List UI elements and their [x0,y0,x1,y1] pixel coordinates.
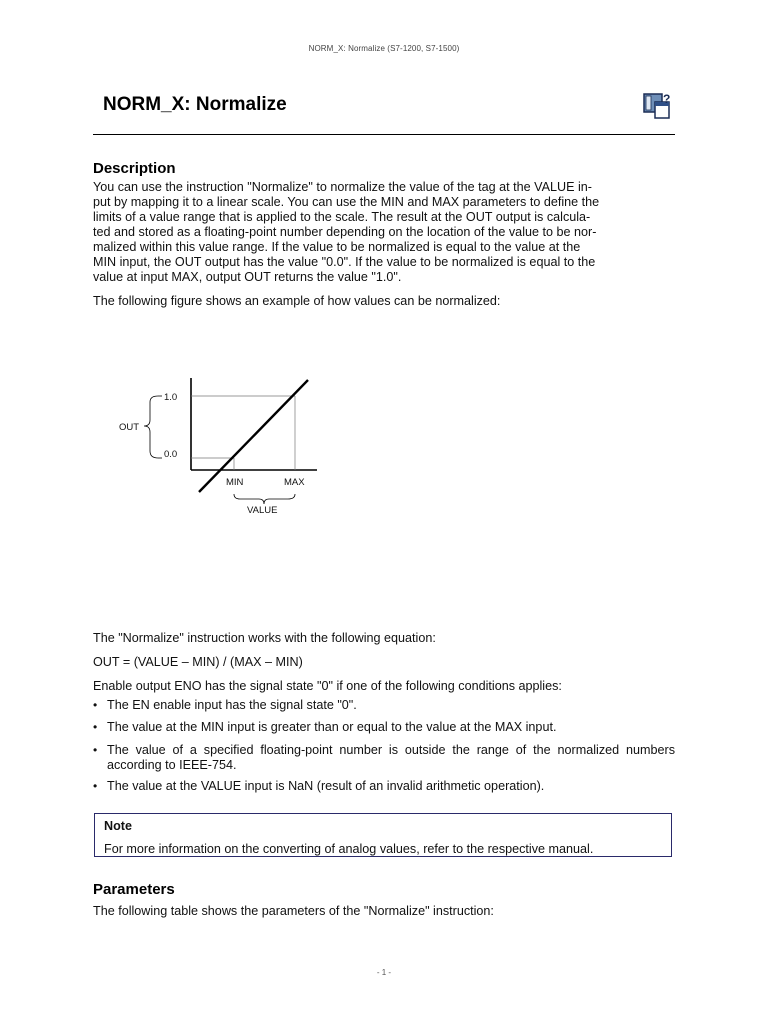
description-line: limits of a value range that is applied to the scale. The result at the OUT output is calcula- [93,210,591,224]
description-line: You can use the instruction "Normalize" to normalize the value of the tag at the VALUE in- [93,180,592,194]
list-item: • The EN enable input has the signal state "0". [93,698,357,712]
title-divider [93,134,675,135]
x-max-label: MAX [284,477,305,488]
normalize-line [199,380,308,492]
list-item: • The value of a specified floating-point number is outside the range of the normalized numbers according to IEEE-754. [93,743,675,772]
y-top-label: 1.0 [164,392,178,403]
description-heading: Description [93,160,176,177]
note-text: For more information on the converting of analog values, refer to the respective manual. [104,842,594,856]
out-brace [144,396,158,458]
description-line: malized within this value range. If the value to be normalized is equal to the value at the [93,240,581,254]
parameters-intro: The following table shows the parameters of the "Normalize" instruction: [93,904,494,918]
list-item: • The value at the VALUE input is NaN (result of an invalid arithmetic operation). [93,779,545,793]
description-line: put by mapping it to a linear scale. You can use the MIN and MAX parameters to define the [93,195,600,209]
description-line: value at input MAX, output OUT returns the value "1.0". [93,270,402,284]
help-topic-icon[interactable] [642,92,674,122]
running-header: NORM_X: Normalize (S7-1200, S7-1500) [308,44,460,53]
figure-intro: The following figure shows an example of how values can be normalized: [93,294,501,308]
note-box [94,813,672,857]
list-item: • The value at the MIN input is greater than or equal to the value at the MAX input. [93,720,557,734]
description-paragraph [93,180,675,285]
normalize-figure [112,372,332,524]
x-axis-label: VALUE [247,505,278,516]
parameters-heading: Parameters [93,881,175,898]
description-line: ted and stored as a floating-point number depending on the location of the value to be nor- [93,225,597,239]
description-line: MIN input, the OUT output has the value "0.0". If the value to be normalized is equal to the [93,255,596,269]
page-number: - 1 - [376,968,392,977]
x-min-label: MIN [226,477,244,488]
page-title: NORM_X: Normalize [103,94,287,115]
y-bottom-label: 0.0 [164,449,178,460]
conditions-list [93,698,675,801]
svg-text:?: ? [663,92,671,106]
out-label: OUT [119,422,140,433]
note-title: Note [104,819,132,833]
value-brace [234,494,295,504]
eno-intro: Enable output ENO has the signal state "0" if one of the following conditions applies: [93,679,562,693]
equation-intro: The "Normalize" instruction works with the following equation: [93,631,436,645]
equation-formula: OUT = (VALUE – MIN) / (MAX – MIN) [93,655,303,669]
